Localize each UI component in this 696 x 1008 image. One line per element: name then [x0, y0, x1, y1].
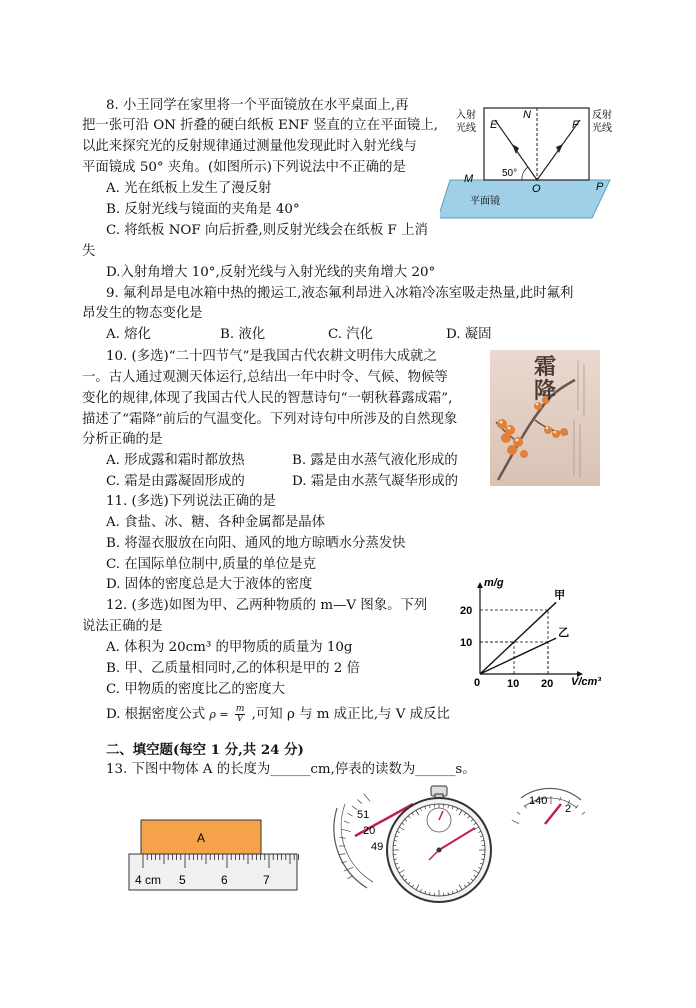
block-a-label: A — [197, 831, 206, 845]
density-formula-rho: ρ = — [209, 708, 229, 721]
q8-option-c-cont: 失 — [82, 244, 96, 259]
q10-line-2: 一。古人通过观测天体运行,总结出一年中时令、气候、物候等 — [82, 370, 448, 385]
q8-option-d: D.入射角增大 10°,反射光线与入射光线的夹角增大 20° — [106, 265, 436, 280]
q12-option-d-post: ,可知 ρ 与 m 成正比,与 V 成反比 — [251, 707, 450, 722]
ruler-tick-label: 6 — [221, 873, 228, 887]
angle-label: 50° — [502, 168, 518, 179]
left-dial-tick — [357, 799, 361, 803]
right-dial-tick — [582, 812, 585, 815]
left-dial-tick — [344, 821, 350, 823]
right-dial-tick — [512, 820, 519, 824]
ruler-tick-label: 7 — [263, 873, 270, 887]
left-dial-label: 51 — [357, 809, 370, 821]
frost-title-1: 霜 — [534, 354, 557, 380]
q9-option-d: D. 凝固 — [446, 327, 492, 342]
q9-option-a: A. 熔化 — [106, 327, 151, 342]
q12-line-1: 12. (多选)如图为甲、乙两种物质的 m—V 图象。下列 — [106, 598, 428, 613]
series-label-0: 甲 — [554, 589, 566, 602]
ruler-figure — [125, 818, 305, 898]
q12-option-d — [106, 705, 450, 724]
q12-line-2: 说法正确的是 — [82, 619, 163, 634]
q11-option-c: C. 在国际单位制中,质量的单位是克 — [106, 557, 317, 572]
q10-option-d: D. 霜是由水蒸气凝华形成的 — [292, 474, 459, 489]
ruler-tick-label: 4 cm — [135, 873, 162, 887]
stopwatch-figure — [325, 778, 605, 913]
plane-mirror — [440, 180, 610, 218]
x-tick-label: 0 — [474, 677, 481, 689]
q11-option-b: B. 将湿衣服放在向阳、通风的地方晾晒水分蒸发快 — [106, 536, 406, 551]
q12-option-d-pre: D. 根据密度公式 — [106, 707, 206, 722]
x-axis-label: V/cm³ — [571, 676, 601, 688]
left-dial-tick — [340, 854, 346, 855]
q10-option-b: B. 露是由水蒸气液化形成的 — [292, 453, 458, 468]
q10-option-c: C. 霜是由露凝固形成的 — [106, 474, 245, 489]
q10-line-4: 描述了“霜降”前后的气温变化。下列对诗句中所涉及的自然现象 — [82, 412, 458, 427]
q10-line-3: 变化的规律,体现了我国古代人民的智慧诗句“一朝秋暮露成霜”, — [82, 391, 453, 406]
reflected-label-2: 光线 — [592, 123, 612, 134]
label-m: M — [464, 173, 474, 185]
q8-line-4: 平面镜成 50° 夹角。(如图所示)下列说法中不正确的是 — [82, 160, 406, 175]
q8-option-c: C. 将纸板 NOF 向后折叠,则反射光线会在纸板 F 上消 — [106, 223, 428, 238]
y-axis-arrow — [477, 582, 483, 588]
formula-numerator: m — [235, 704, 245, 714]
incident-label-1: 入射 — [456, 110, 476, 121]
y-axis-label: m/g — [484, 578, 504, 589]
left-dial-tick — [347, 876, 352, 879]
label-n: N — [523, 109, 531, 121]
formula-denominator: V — [236, 714, 244, 724]
q10-line-1: 10. (多选)“二十四节气”是我国古代农耕文明伟大成就之 — [106, 349, 437, 364]
q9-option-c: C. 汽化 — [328, 327, 374, 342]
reflection-diagram — [440, 100, 620, 225]
frost-title-2: 降 — [534, 378, 557, 404]
left-dial-label: 49 — [371, 841, 384, 853]
ruler-tick-label: 5 — [179, 873, 186, 887]
right-dial-tick — [517, 812, 520, 815]
reflected-label-1: 反射 — [592, 110, 612, 121]
left-dial-tick — [347, 813, 352, 816]
q10-line-5: 分析正确的是 — [82, 432, 163, 447]
q8-line-1: 8. 小王同学在家里将一个平面镜放在水平桌面上,再 — [106, 98, 409, 113]
density-formula-fraction — [235, 705, 246, 724]
right-dial-pointer — [545, 804, 561, 824]
left-dial-tick — [341, 829, 351, 831]
q12-option-b: B. 甲、乙质量相同时,乙的体积是甲的 2 倍 — [106, 661, 360, 676]
x-tick-label: 10 — [507, 678, 520, 690]
q11-line-1: 11. (多选)下列说法正确的是 — [106, 494, 276, 509]
label-e: E — [490, 119, 498, 131]
q9-line-1: 9. 氟利昂是电冰箱中热的搬运工,液态氟利昂进入冰箱冷冻室吸走热量,此时氟利 — [106, 286, 574, 301]
q9-option-b: B. 液化 — [220, 327, 266, 342]
section-2-heading: 二、填空题(每空 1 分,共 24 分) — [106, 742, 304, 758]
series-line-1 — [480, 638, 556, 674]
q11-option-d: D. 固体的密度总是大于液体的密度 — [106, 577, 313, 592]
frost-descent-image — [490, 350, 600, 486]
q8-option-b: B. 反射光线与镜面的夹角是 40° — [106, 202, 300, 217]
series-line-0 — [480, 602, 556, 674]
m-v-graph — [432, 578, 612, 693]
q12-option-a: A. 体积为 20cm³ 的甲物质的质量为 10g — [106, 640, 353, 655]
q10-option-a: A. 形成露和霜时都放热 — [106, 453, 245, 468]
q9-line-2: 昂发生的物态变化是 — [82, 306, 203, 321]
q12-option-c: C. 甲物质的密度比乙的密度大 — [106, 682, 285, 697]
q13-text: 13. 下图中物体 A 的长度为______cm,停表的读数为______s。 — [106, 762, 476, 777]
right-dial-tick — [560, 797, 561, 801]
q8-line-3: 以此来探究光的反射规律通过测量他发现此时入射光线与 — [82, 139, 417, 154]
left-dial-tick — [340, 837, 346, 838]
incident-label-2: 光线 — [456, 123, 476, 134]
series-label-1: 乙 — [558, 627, 570, 640]
y-tick-label: 20 — [460, 605, 473, 617]
label-p: P — [596, 181, 604, 193]
right-dial-label: 140 — [529, 795, 548, 807]
left-dial-label: 20 — [363, 825, 376, 837]
mirror-label: 平面镜 — [470, 196, 500, 207]
label-f: F — [572, 119, 579, 131]
q8-option-a: A. 光在纸板上发生了漫反射 — [106, 181, 272, 196]
right-dial-label: 2 — [565, 803, 572, 815]
y-tick-label: 10 — [460, 637, 473, 649]
left-dial-tick — [364, 794, 370, 802]
q8-line-2: 把一张可沿 ON 折叠的硬白纸板 ENF 竖直的立在平面镜上, — [82, 118, 438, 133]
x-tick-label: 20 — [541, 678, 554, 690]
label-o: O — [532, 183, 541, 195]
q11-option-a: A. 食盐、冰、糖、各种金属都是晶体 — [106, 515, 326, 530]
